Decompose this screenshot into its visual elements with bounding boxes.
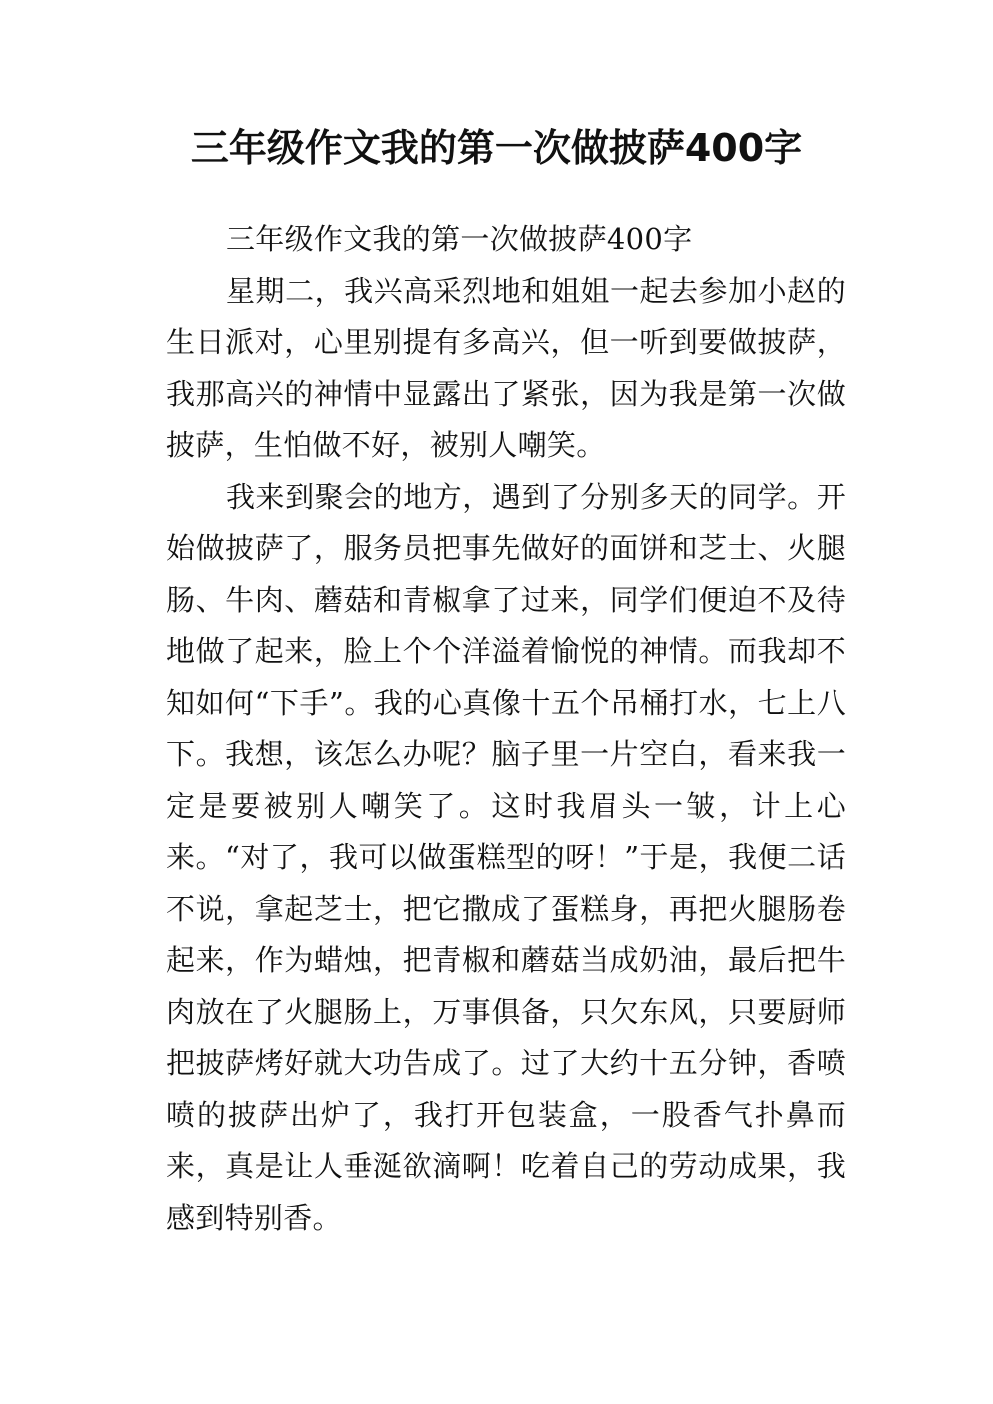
paragraph-subtitle: 三年级作文我的第一次做披萨400字: [226, 222, 693, 256]
paragraph-intro: 星期二，我兴高采烈地和姐姐一起去参加小赵的生日派对，心里别提有多高兴，但一听到要做披萨，我那高兴的神情中显露出了紧张，因为我是第一次做披萨，生怕做不好，被别人嘲笑。: [166, 273, 846, 462]
document-title: 三年级作文我的第一次做披萨400字: [190, 126, 803, 170]
document-body: [166, 214, 846, 1244]
paragraph-main: 我来到聚会的地方，遇到了分别多天的同学。开始做披萨了，服务员把事先做好的面饼和芝士、火腿肠、牛肉、蘑菇和青椒拿了过来，同学们便迫不及待地做了起来，脸上个个洋溢着愉悦的神情。而我却不知如何“下手”。我的心真像十五个吊桶打水，七上八下。我想，该怎么办呢？脑子里一片空白，看来我一定是要被别人嘲笑了。这时我眉头一皱，计上心来。“对了，我可以做蛋糕型的呀！”于是，我便二话不说，拿起芝士，把它撒成了蛋糕身，再把火腿肠卷起来，作为蜡烛，把青椒和蘑菇当成奶油，最后把牛肉放在了火腿肠上，万事俱备，只欠东风，只要厨师把披萨烤好就大功告成了。过了大约十五分钟，香喷喷的披萨出炉了，我打开包装盒，一股香气扑鼻而来，真是让人垂涎欲滴啊！吃着自己的劳动成果，我感到特别香。: [166, 479, 846, 1235]
